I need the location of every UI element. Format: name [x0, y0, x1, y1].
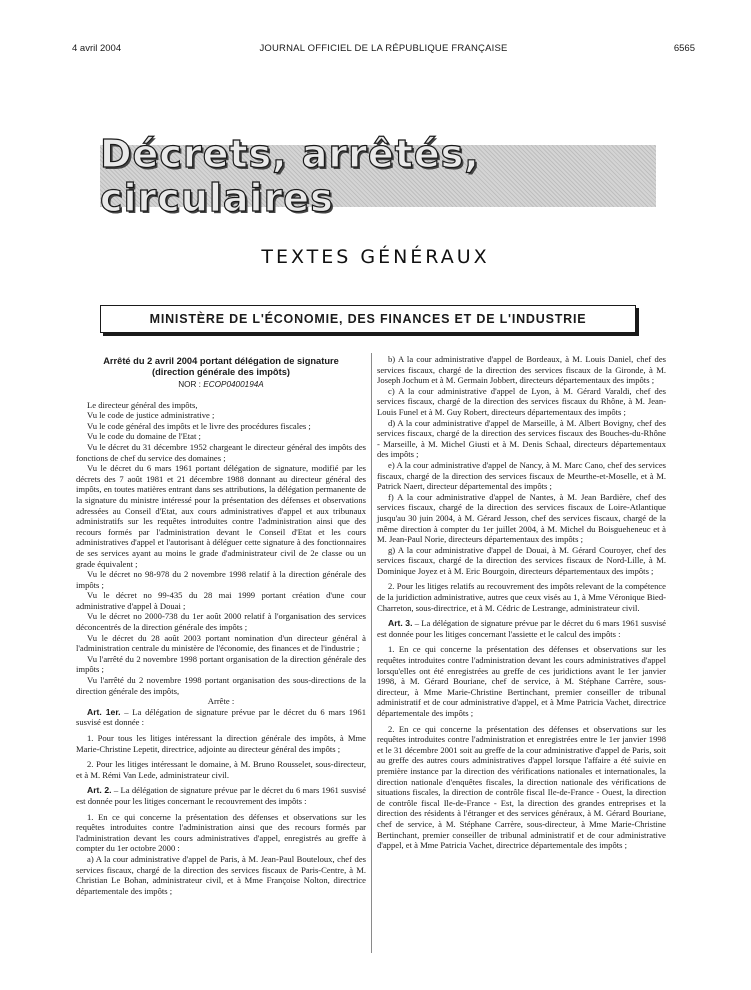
left-column: [76, 356, 366, 896]
arrete-title-line2: (direction générale des impôts): [152, 367, 290, 377]
article-3: [377, 618, 666, 639]
article-1-item: 2. Pour les litiges intéressant le domaine, à M. Bruno Rousselet, sous-directeur, et à M. Rémi Van Lede, administrateur civil.: [76, 759, 366, 780]
article-3-label: Art. 3.: [388, 618, 413, 629]
article-2-item: 2. Pour les litiges relatifs au recouvrement des impôts relevant de la compétence de la juridiction administrative, autres que ceux visés au 1, à Mme Véronique Bied-Charreton, sous-directrice, et à M. Cédric de Lestrange, administrateur civil.: [377, 581, 666, 613]
nor-reference: [76, 380, 366, 391]
article-1-text: – La délégation de signature prévue par le décret du 6 mars 1961 susvisé est donnée :: [76, 706, 366, 728]
article-2-item: b) A la cour administrative d'appel de Bordeaux, à M. Louis Daniel, chef des services fiscaux, chargé de la direction des services fiscaux de la Gironde, à M. Joseph Jochum et à M. Germain Jobbert, directeurs départementaux des impôts ;: [377, 354, 666, 386]
visa-paragraph: Vu le décret du 6 mars 1961 portant délégation de signature, modifié par les décrets des 7 août 1981 et 21 décembre 1988 donnant au directeur général des impôts, en toutes matières entrant dans ses attributions, la délégation permanente de la signature du ministre intéressé pour la présentation des défenses et observations adressées au Conseil d'Etat, aux cours administratives d'appel et aux tribunaux administratifs sur les requêtes introduites contre l'administration ainsi que des recours formés par l'administration devant le Conseil d'Etat et les cours administratives d'appel et l'autorisant à déléguer cette signature à des fonctionnaires de ses services ayant au moins le grade d'administrateur civil de 2e classe ou un grade équivalent ;: [76, 463, 366, 569]
visa-paragraph: Vu le code de justice administrative ;: [87, 410, 215, 421]
article-2: [76, 785, 366, 806]
article-2-item: a) A la cour administrative d'appel de Paris, à M. Jean-Paul Bouteloux, chef des services fiscaux, chargé de la direction des services fiscaux de Paris-Centre, à M. Christian Le Bohan, administrateur civil, et à Mme Françoise Nolton, directrice départementale des impôts ;: [76, 853, 366, 896]
visa-paragraph: Vu le décret no 98-978 du 2 novembre 1998 relatif à la direction générale des impôts ;: [76, 569, 366, 590]
header-page-number: 6565: [673, 43, 695, 54]
visa-paragraph: Vu l'arrêté du 2 novembre 1998 portant organisation des sous-directions de la direction générale des impôts,: [76, 675, 366, 696]
visa-paragraph: Vu le décret no 99-435 du 28 mai 1999 portant création d'une cour administrative d'appel à Douai ;: [76, 590, 366, 611]
right-column: [377, 354, 666, 851]
article-2-item: f) A la cour administrative d'appel de Nantes, à M. Jean Bardière, chef des services fiscaux, chargé de la direction des services fiscaux de Loire-Atlantique jusqu'au 30 juin 2004, à M. Gérard Jesson, chef des services fiscaux, chargé de la même direction à compter du 1er juillet 2004, à M. Michel du Boisgueheneuc et à M. Jean-Paul Norie, directeurs départementaux des impôts ;: [377, 491, 666, 545]
banner-title: Décrets, arrêtés, circulaires: [100, 132, 480, 220]
visa-paragraph: Vu l'arrêté du 2 novembre 1998 portant organisation de la direction générale des impôts ;: [76, 653, 366, 675]
article-2-item: e) A la cour administrative d'appel de Nancy, à M. Marc Cano, chef des services fiscaux, chargé de la direction des services fiscaux de Meurthe-et-Moselle, et à M. Patrick Naert, directeur départemental des impôts ;: [377, 459, 666, 492]
ministry-title: MINISTÈRE DE L'ÉCONOMIE, DES FINANCES ET DE L'INDUSTRIE: [149, 312, 587, 326]
section-banner: [100, 132, 656, 220]
visa-paragraph: Vu le décret du 31 décembre 1952 chargeant le directeur général des impôts des fonctions de chef du service des domaines ;: [76, 441, 366, 463]
column-divider: [371, 353, 372, 953]
article-2-item: c) A la cour administrative d'appel de Lyon, à M. Gérard Varaldi, chef des services fiscaux, chargé de la direction des services fiscaux du Rhône, à M. Jean-Louis Funel et à M. Guy Robert, directeurs départementaux des impôts ;: [377, 385, 666, 417]
arrete-word: Arrête :: [207, 696, 235, 707]
visa-paragraph: Vu le code du domaine de l'Etat ;: [87, 431, 201, 442]
visa-paragraph: Vu le décret no 2000-738 du 1er août 2000 relatif à l'organisation des services déconcentrés de la direction générale des impôts ;: [76, 611, 366, 633]
article-2-item: d) A la cour administrative d'appel de Marseille, à M. Albert Bovigny, chef des services fiscaux, chargé de la direction des services fiscaux des Bouches-du-Rhône - Marseille, à M. Michel Giusti et à M. Denis Schaal, directeurs départementaux des impôts ;: [377, 417, 666, 460]
article-2-label: Art. 2.: [87, 785, 112, 796]
nor-code: ECOP0400194A: [203, 380, 264, 389]
article-3-text: – La délégation de signature prévue par le décret du 6 mars 1961 susvisé est donnée pour les litiges concernant l'assiette et le calcul des impôts :: [377, 618, 666, 639]
section-title: TEXTES GÉNÉRAUX: [261, 246, 490, 268]
article-1: [76, 707, 366, 728]
visa-paragraph: Vu le décret du 28 août 2003 portant nomination d'un directeur général à l'administration centrale du ministère de l'économie, des finances et de l'industrie ;: [76, 632, 366, 654]
article-2-item: 1. En ce qui concerne la présentation des défenses et observations sur les requêtes introduites contre l'administration ainsi que des recours formés par l'administration devant les cours administratives d'appel, enregistrés au greffe à compter du 1er octobre 2000 :: [76, 811, 366, 854]
article-2-item: g) A la cour administrative d'appel de Douai, à M. Gérard Couroyer, chef des services fiscaux, chargé de la direction des services fiscaux de Nord-Lille, à M. Dominique Joyez et à M. Eric Bourgoin, directeurs départementaux des impôts ;: [377, 544, 666, 576]
article-3-item: 1. En ce qui concerne la présentation des défenses et observations sur les requêtes introduites contre l'administration devant les cours administratives d'appel lorsqu'elles ont été enregistrées au greffe de ces juridictions avant le 1er janvier 1998, à M. Gérard Bouriane, chef de service, à M. Stéphane Carrère, sous-directeur, à Mme Marie-Christine Bertinchant, premier conseiller de tribunal administratif et de cour administrative d'appel, et à Mme Patricia Vachet, directrice départementale des impôts ;: [377, 644, 666, 718]
article-2-text: – La délégation de signature prévue par le décret du 6 mars 1961 susvisé est donnée pour les litiges concernant le recouvrement des impôts :: [76, 785, 366, 806]
article-1-item: 1. Pour tous les litiges intéressant la direction générale des impôts, à Mme Marie-Christine Lepetit, directrice, adjointe au directeur général des impôts ;: [76, 733, 366, 754]
visa-paragraph: Vu le code général des impôts et le livre des procédures fiscales ;: [87, 420, 311, 431]
visa-paragraph: Le directeur général des impôts,: [87, 399, 198, 410]
arrete-title-line1: Arrêté du 2 avril 2004 portant délégation de signature: [103, 356, 339, 366]
nor-label: NOR :: [178, 380, 204, 389]
header-date: 4 avril 2004: [72, 43, 122, 54]
running-header: [72, 43, 695, 57]
header-journal-title: JOURNAL OFFICIEL DE LA RÉPUBLIQUE FRANÇAISE: [259, 43, 508, 54]
article-3-item: 2. En ce qui concerne la présentation des défenses et observations sur les requêtes introduites contre l'administration et enregistrées entre le 1er janvier 1998 et le 31 décembre 2001 soit au greffe de la cour administrative d'appel de Paris, soit au greffe des autres cours administratives d'appel lorsque l'affaire a été suivie en première instance par la direction des vérifications nationales et internationales, la direction nationale d'enquêtes fiscales, la direction nationale des vérifications de situations fiscales, la direction de contrôle fiscal Ile-de-France - Ouest, la direction de contrôle fiscal Ile-de-France - Est, la direction des grandes entreprises et la direction des résidents à l'étranger et des services généraux, à M. Gérard Bouriane, chef de service, à M. Stéphane Carrère, sous-directeur, à Mme Marie-Christine Bertinchant, premier conseiller de tribunal administratif et de cour administrative d'appel, et à Mme Patricia Vachet, directrice départementale des impôts ;: [377, 723, 666, 851]
article-1-label: Art. 1er.: [87, 706, 121, 717]
ministry-box: [100, 305, 636, 333]
